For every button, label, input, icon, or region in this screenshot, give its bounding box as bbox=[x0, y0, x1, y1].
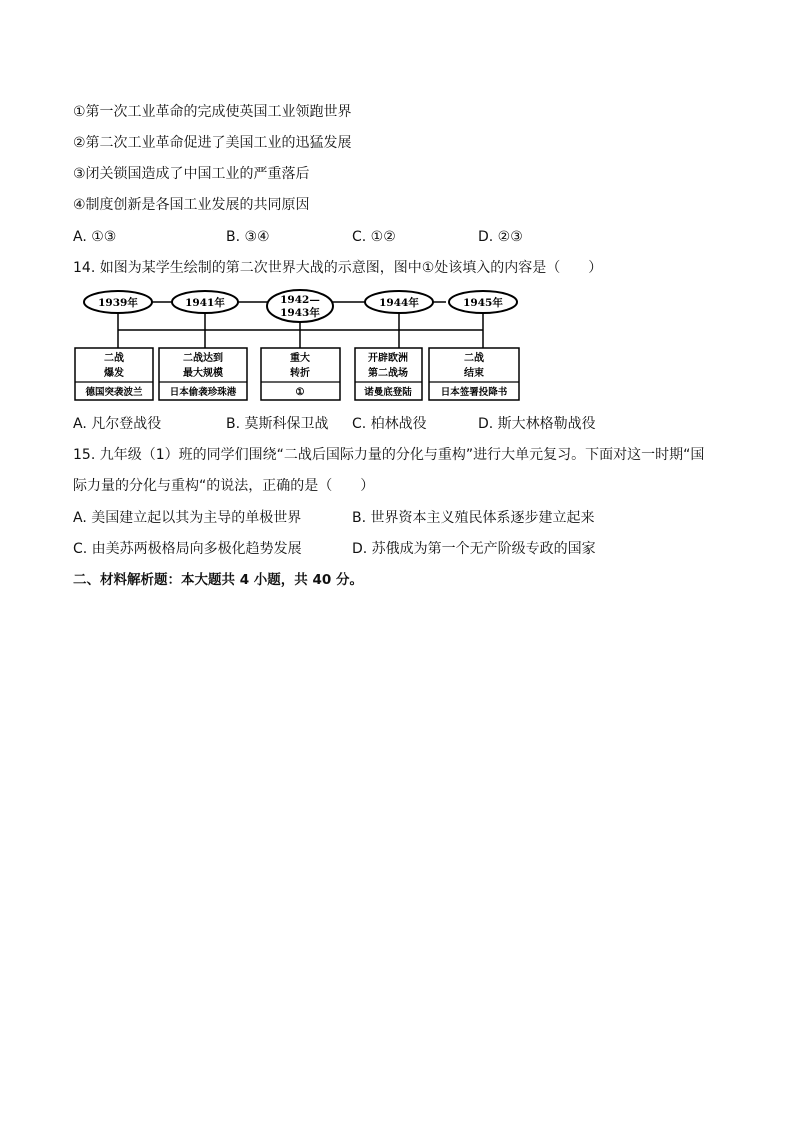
q13-option-b: B. ③④ bbox=[226, 229, 270, 245]
year-node-1941 bbox=[172, 291, 238, 313]
year-label: 1939年 bbox=[98, 297, 138, 309]
section-2-heading: 二、材料解析题：本大题共 4 小题，共 40 分。 bbox=[73, 572, 363, 588]
event-title-2: 转折 bbox=[290, 368, 310, 379]
q15-stem-line-1: 15. 九年级（1）班的同学们围绕“二战后国际力量的分化与重构”进行大单元复习。下面对这一时期“国 bbox=[73, 447, 705, 463]
q15-option-b: B. 世界资本主义殖民体系逐步建立起来 bbox=[352, 510, 595, 526]
year-node-1944 bbox=[365, 291, 433, 313]
event-detail: 德国突袭波兰 bbox=[85, 387, 143, 398]
event-title: 开辟欧洲 bbox=[368, 353, 408, 364]
event-detail: 诺曼底登陆 bbox=[364, 387, 412, 398]
q15-option-a: A. 美国建立起以其为主导的单极世界 bbox=[73, 510, 302, 526]
event-title: 二战达到 bbox=[183, 353, 223, 364]
year-label: 1945年 bbox=[463, 297, 503, 309]
event-detail: 日本偷袭珍珠港 bbox=[169, 387, 237, 398]
event-title: 二战 bbox=[104, 353, 124, 364]
q13-statement-2: ②第二次工业革命促进了美国工业的迅猛发展 bbox=[73, 135, 352, 151]
event-title: 二战 bbox=[464, 353, 484, 364]
q14-option-a: A. 凡尔登战役 bbox=[73, 416, 162, 432]
q14-stem: 14. 如图为某学生绘制的第二次世界大战的示意图，图中①处该填入的内容是（ ） bbox=[73, 260, 603, 276]
q13-statement-1: ①第一次工业革命的完成使英国工业领跑世界 bbox=[73, 104, 352, 120]
q13-option-a: A. ①③ bbox=[73, 229, 117, 245]
event-box-1 bbox=[75, 348, 153, 400]
year-label: 1941年 bbox=[185, 297, 225, 309]
q14-option-d: D. 斯大林格勒战役 bbox=[478, 416, 596, 432]
q13-statement-3: ③闭关锁国造成了中国工业的严重落后 bbox=[73, 166, 310, 182]
year-node-1942-1943 bbox=[267, 290, 333, 322]
q13-option-c: C. ①② bbox=[352, 229, 396, 245]
event-box-3 bbox=[261, 348, 340, 400]
q13-statement-4: ④制度创新是各国工业发展的共同原因 bbox=[73, 197, 310, 213]
q15-option-d: D. 苏俄成为第一个无产阶级专政的国家 bbox=[352, 541, 596, 557]
year-label: 1944年 bbox=[379, 297, 419, 309]
event-box-2 bbox=[159, 348, 247, 400]
blank-marker: ① bbox=[295, 387, 305, 398]
event-title-2: 结束 bbox=[464, 368, 484, 379]
q13-option-d: D. ②③ bbox=[478, 229, 523, 245]
event-title-2: 爆发 bbox=[104, 368, 124, 379]
q14-option-c: C. 柏林战役 bbox=[352, 416, 427, 432]
event-title: 重大 bbox=[290, 353, 310, 364]
event-title-2: 最大规模 bbox=[183, 368, 223, 379]
q15-stem-line-2: 际力量的分化与重构“的说法，正确的是（ ） bbox=[73, 478, 375, 494]
event-detail: 日本签署投降书 bbox=[440, 387, 508, 398]
ww2-timeline-diagram bbox=[72, 286, 532, 406]
event-box-5 bbox=[429, 348, 519, 400]
year-node-1939 bbox=[84, 291, 152, 313]
year-label-2: 1943年 bbox=[280, 307, 320, 319]
q14-option-b: B. 莫斯科保卫战 bbox=[226, 416, 329, 432]
year-node-1945 bbox=[449, 291, 517, 313]
q15-option-c: C. 由美苏两极格局向多极化趋势发展 bbox=[73, 541, 302, 557]
year-label: 1942— bbox=[280, 294, 320, 306]
event-title-2: 第二战场 bbox=[368, 368, 408, 379]
event-box-4 bbox=[355, 348, 422, 400]
